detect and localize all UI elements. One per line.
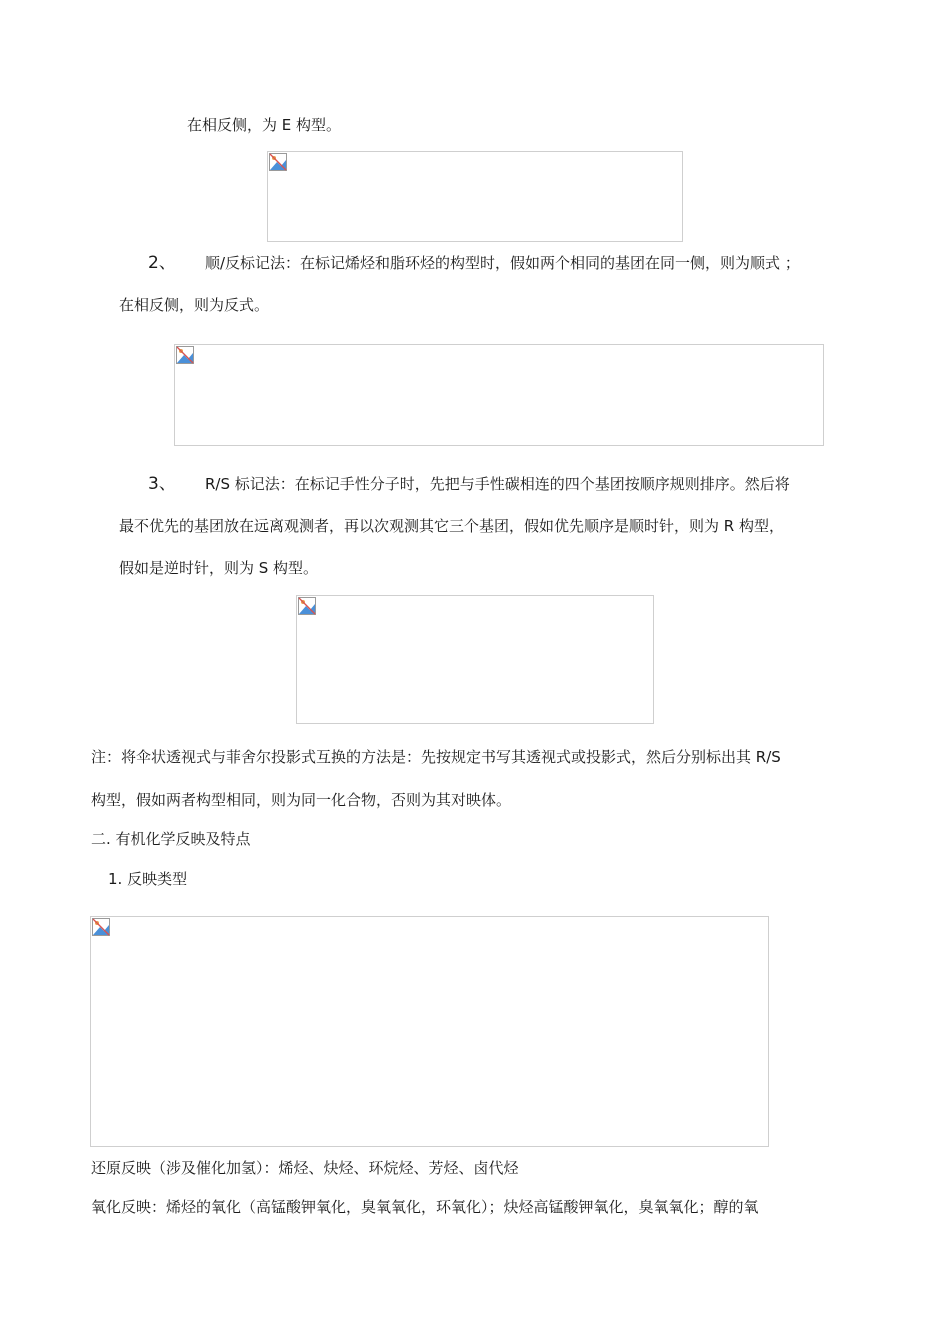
note-line-1: 注：将伞状透视式与菲舍尔投影式互换的方法是：先按规定书写其透视式或投影式，然后分别标出其 R/S [91,748,781,766]
image-placeholder-3 [296,595,654,724]
broken-image-icon [298,597,316,615]
rs-line-1: R/S 标记法：在标记手性分子时，先把与手性碳相连的四个基团按顺序规则排序。然后将 [205,475,790,493]
e-config-text: 在相反侧，为 E 构型。 [187,116,342,134]
cis-trans-line-1: 顺/反标记法：在标记烯烃和脂环烃的构型时，假如两个相同的基团在同一侧，则为顺式 ； [205,254,800,272]
rs-line-3: 假如是逆时针，则为 S 构型。 [119,559,319,577]
rs-line-2: 最不优先的基团放在远离观测者，再以次观测其它三个基团，假如优先顺序是顺时针，则为 R 构型， [119,517,784,535]
image-placeholder-2 [174,344,824,446]
item-number-3: 3、 [148,474,176,494]
broken-image-icon [269,153,287,171]
note-line-2: 构型，假如两者构型相同，则为同一化合物，否则为其对映体。 [91,791,512,809]
broken-image-icon [176,346,194,364]
item-number-2: 2、 [148,253,176,273]
section-heading-2: 二. 有机化学反映及特点 [91,830,251,848]
broken-image-icon [92,918,110,936]
cis-trans-line-2: 在相反侧，则为反式。 [119,296,270,314]
subsection-heading-1: 1. 反映类型 [108,870,188,888]
reduction-line: 还原反映（涉及催化加氢）：烯烃、炔烃、环烷烃、芳烃、卤代烃 [91,1159,519,1177]
oxidation-line: 氧化反映：烯烃的氧化（高锰酸钾氧化，臭氧氧化，环氧化）；炔烃高锰酸钾氧化，臭氧氧化；醇的氧 [91,1198,759,1216]
image-placeholder-4 [90,916,769,1147]
image-placeholder-1 [267,151,683,242]
